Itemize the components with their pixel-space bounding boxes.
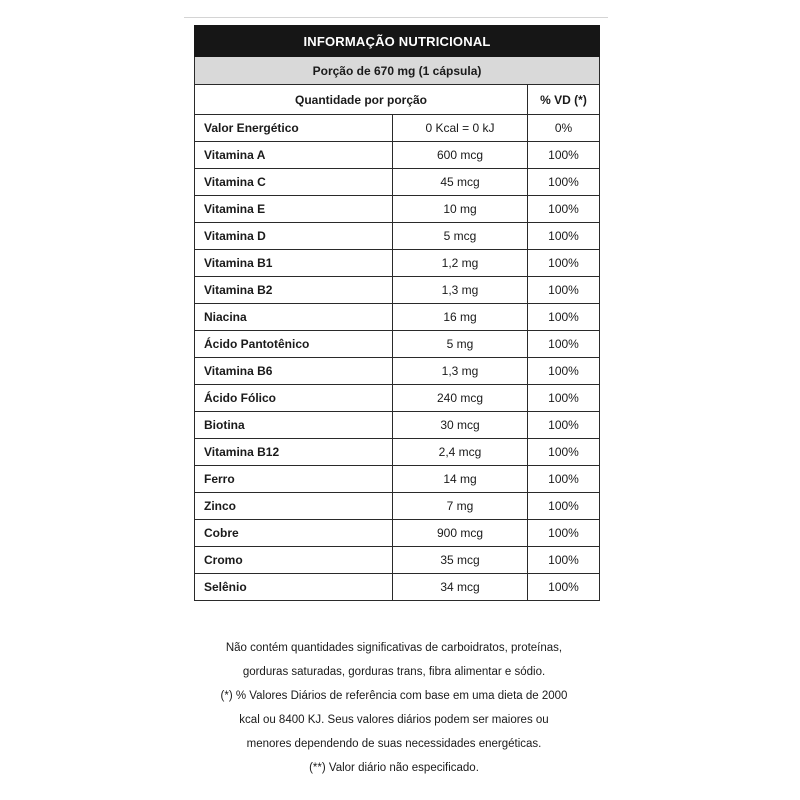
nutrient-amount: 1,3 mg	[393, 358, 528, 385]
table-row	[195, 439, 600, 466]
table-row	[195, 574, 600, 601]
nutrient-name: Cobre	[195, 520, 393, 547]
footnote-line: menores dependendo de suas necessidades energéticas.	[246, 738, 542, 750]
table-row	[195, 412, 600, 439]
nutrient-vd: 100%	[528, 466, 600, 493]
table-row	[195, 223, 600, 250]
nutrient-name: Selênio	[195, 574, 393, 601]
table-row	[195, 196, 600, 223]
table-row	[195, 466, 600, 493]
table-row	[195, 142, 600, 169]
table-row	[195, 358, 600, 385]
nutrient-amount: 600 mcg	[393, 142, 528, 169]
table-title-row	[195, 26, 600, 57]
nutrient-amount: 2,4 mcg	[393, 439, 528, 466]
nutrient-name: Vitamina B2	[195, 277, 393, 304]
nutrient-name: Valor Energético	[195, 115, 393, 142]
table-title: INFORMAÇÃO NUTRICIONAL	[195, 26, 600, 57]
table-row	[195, 115, 600, 142]
nutrient-name: Ácido Fólico	[195, 385, 393, 412]
nutrient-vd: 100%	[528, 493, 600, 520]
nutrient-name: Zinco	[195, 493, 393, 520]
nutrient-amount: 1,2 mg	[393, 250, 528, 277]
table-row	[195, 547, 600, 574]
footnote-line: Não contém quantidades significativas de carboidratos, proteínas,	[225, 642, 563, 654]
nutrient-vd: 100%	[528, 169, 600, 196]
nutrient-vd: 100%	[528, 574, 600, 601]
nutrient-name: Vitamina A	[195, 142, 393, 169]
nutrient-vd: 100%	[528, 196, 600, 223]
table-row	[195, 520, 600, 547]
nutrient-amount: 5 mcg	[393, 223, 528, 250]
nutrient-name: Ferro	[195, 466, 393, 493]
nutrient-vd: 100%	[528, 520, 600, 547]
nutrient-amount: 240 mcg	[393, 385, 528, 412]
nutrient-vd: 100%	[528, 385, 600, 412]
table-row	[195, 277, 600, 304]
nutrient-vd: 100%	[528, 304, 600, 331]
nutrient-amount: 0 Kcal = 0 kJ	[393, 115, 528, 142]
nutrient-vd: 100%	[528, 331, 600, 358]
nutrient-vd: 100%	[528, 412, 600, 439]
nutrient-amount: 35 mcg	[393, 547, 528, 574]
nutrient-name: Cromo	[195, 547, 393, 574]
nutrient-vd: 100%	[528, 439, 600, 466]
nutrient-amount: 30 mcg	[393, 412, 528, 439]
nutrient-amount: 10 mg	[393, 196, 528, 223]
nutrient-vd: 100%	[528, 358, 600, 385]
nutrient-name: Vitamina D	[195, 223, 393, 250]
column-header-row	[195, 85, 600, 115]
table-row	[195, 385, 600, 412]
table-row	[195, 304, 600, 331]
nutrient-name: Vitamina C	[195, 169, 393, 196]
nutrient-name: Vitamina E	[195, 196, 393, 223]
nutrient-vd: 100%	[528, 547, 600, 574]
nutrient-name: Niacina	[195, 304, 393, 331]
nutrient-amount: 5 mg	[393, 331, 528, 358]
nutrient-name: Ácido Pantotênico	[195, 331, 393, 358]
nutrient-name: Vitamina B12	[195, 439, 393, 466]
nutrient-vd: 100%	[528, 250, 600, 277]
nutrient-name: Vitamina B6	[195, 358, 393, 385]
table-row	[195, 169, 600, 196]
serving-row	[195, 57, 600, 85]
nutrient-amount: 14 mg	[393, 466, 528, 493]
nutrient-vd: 0%	[528, 115, 600, 142]
nutrient-name: Biotina	[195, 412, 393, 439]
header-quantity: Quantidade por porção	[195, 85, 528, 115]
header-vd: % VD (*)	[528, 85, 600, 115]
footnote-line: gorduras saturadas, gorduras trans, fibra alimentar e sódio.	[242, 666, 546, 678]
table-row	[195, 331, 600, 358]
nutrient-vd: 100%	[528, 142, 600, 169]
footnote-line: (*) % Valores Diários de referência com base em uma dieta de 2000	[220, 690, 568, 702]
footnote-line: kcal ou 8400 KJ. Seus valores diários podem ser maiores ou	[239, 714, 549, 726]
footnotes	[184, 636, 604, 780]
footnote-line: (**) Valor diário não especificado.	[309, 762, 479, 774]
table-row	[195, 250, 600, 277]
nutrient-vd: 100%	[528, 277, 600, 304]
nutrient-vd: 100%	[528, 223, 600, 250]
serving-size: Porção de 670 mg (1 cápsula)	[195, 57, 600, 85]
top-divider	[184, 17, 608, 18]
nutrition-facts-table	[194, 25, 600, 601]
nutrient-amount: 34 mcg	[393, 574, 528, 601]
nutrient-name: Vitamina B1	[195, 250, 393, 277]
nutrient-amount: 45 mcg	[393, 169, 528, 196]
nutrient-amount: 1,3 mg	[393, 277, 528, 304]
nutrient-amount: 16 mg	[393, 304, 528, 331]
nutrient-amount: 7 mg	[393, 493, 528, 520]
nutrient-amount: 900 mcg	[393, 520, 528, 547]
table-row	[195, 493, 600, 520]
